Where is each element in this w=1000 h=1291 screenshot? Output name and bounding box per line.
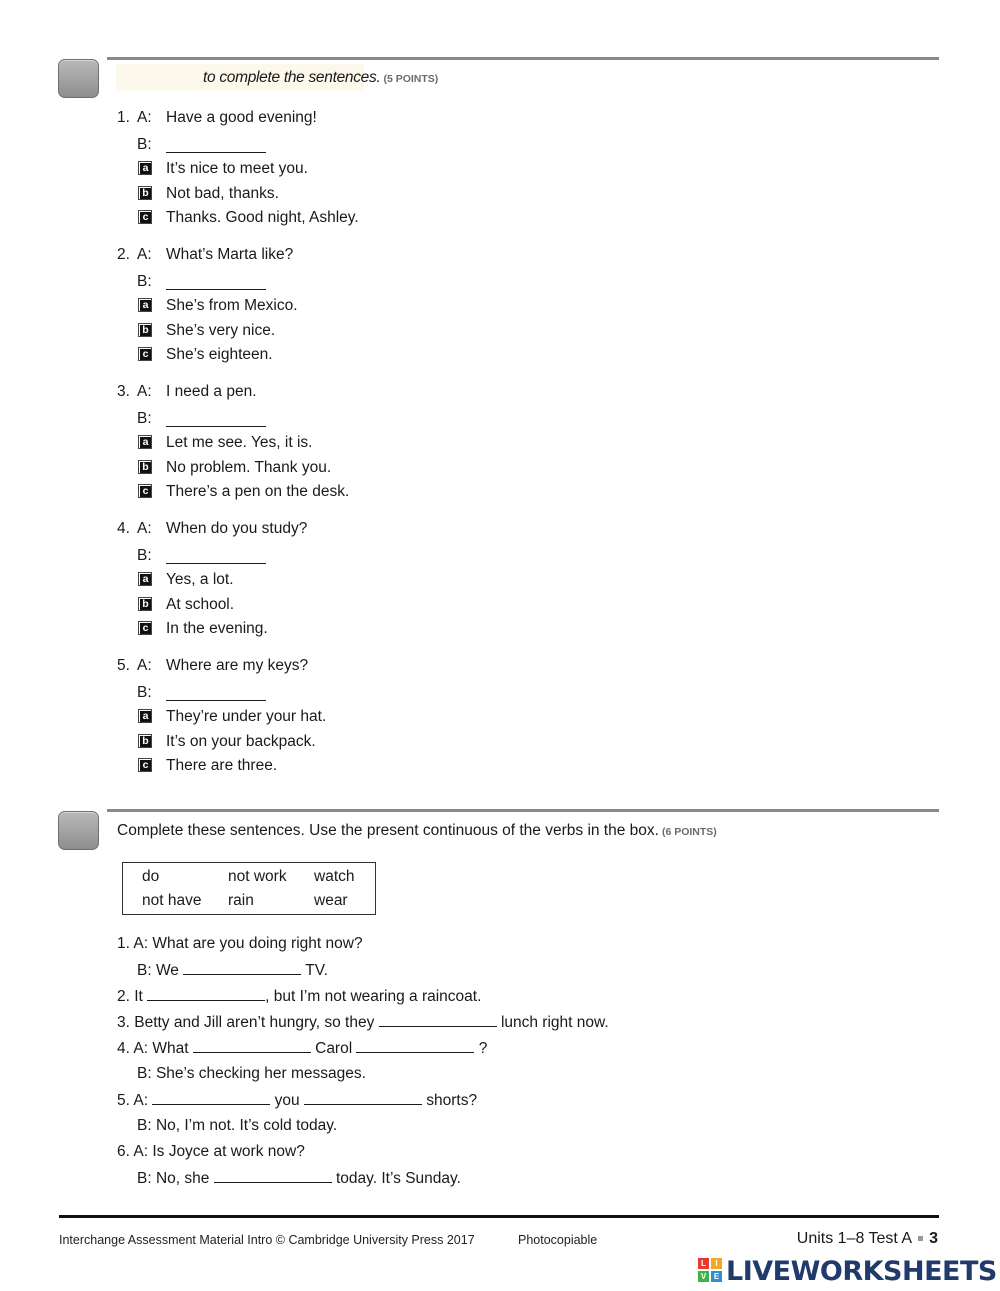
speaker-a-label: A: [137, 383, 152, 400]
section-1-points: (5 POINTS) [383, 73, 439, 85]
fill-in-blank[interactable] [379, 1013, 497, 1027]
fill-in-blank[interactable] [147, 987, 265, 1001]
sentence-text: ? [474, 1040, 488, 1057]
option-letter: a [140, 163, 151, 174]
sentence-text: Carol [310, 1040, 357, 1057]
section-1-number-box [58, 59, 99, 98]
sentence-text: B: She’s checking her messages. [137, 1065, 366, 1082]
option-text: They’re under your hat. [166, 708, 327, 725]
speaker-a-label: A: [137, 109, 152, 126]
speaker-b-label: B: [137, 410, 152, 427]
option-b-checkbox[interactable] [138, 323, 152, 337]
sentence-text: B: We [137, 962, 184, 979]
sentence-line [137, 1169, 461, 1188]
speaker-a-text: When do you study? [166, 520, 308, 537]
sentence-line [117, 987, 481, 1006]
speaker-a-label: A: [137, 246, 152, 263]
word-box-item: do [142, 868, 160, 885]
speaker-a-text: What’s Marta like? [166, 246, 294, 263]
speaker-a-label: A: [137, 520, 152, 537]
option-letter: c [140, 623, 151, 634]
option-c-checkbox[interactable] [138, 758, 152, 772]
answer-blank[interactable] [166, 700, 266, 701]
sentence-line [137, 961, 328, 980]
section-2-instruction-text: Complete these sentences. Use the present continuous of the verbs in the box. [117, 822, 659, 839]
answer-blank[interactable] [166, 152, 266, 153]
sentence-line [117, 1013, 609, 1032]
word-box-item: wear [314, 892, 348, 909]
footer-copyright: Interchange Assessment Material Intro © Cambridge University Press 2017 [59, 1233, 475, 1247]
speaker-b-label: B: [137, 547, 152, 564]
page-number: 3 [929, 1230, 938, 1247]
sentence-text: 2. It [117, 988, 148, 1005]
option-a-checkbox[interactable] [138, 572, 152, 586]
option-text: It’s nice to meet you. [166, 160, 308, 177]
speaker-b-label: B: [137, 684, 152, 701]
sentence-text: 4. A: What [117, 1040, 193, 1057]
option-b-checkbox[interactable] [138, 186, 152, 200]
sentence-text: 1. A: What are you doing right now? [117, 935, 363, 952]
question-number: 2. [117, 246, 130, 263]
speaker-a-label: A: [137, 657, 152, 674]
option-letter: a [140, 711, 151, 722]
option-text: At school. [166, 595, 235, 613]
speaker-a-text: I need a pen. [166, 383, 257, 400]
option-letter: c [140, 486, 151, 497]
section-2-rule [107, 809, 939, 812]
option-a-checkbox[interactable] [138, 161, 152, 175]
section-2-number-box [58, 811, 99, 850]
fill-in-blank[interactable] [152, 1091, 270, 1105]
fill-in-blank[interactable] [356, 1039, 474, 1053]
option-text: Let me see. Yes, it is. [166, 434, 313, 451]
section-1-instruction [203, 69, 438, 87]
sentence-text: , but I’m not wearing a raincoat. [265, 988, 482, 1005]
liveworksheets-text: LIVEWORKSHEETS [726, 1256, 997, 1287]
sentence-text: you [270, 1092, 304, 1109]
answer-blank[interactable] [166, 289, 266, 290]
option-c-checkbox[interactable] [138, 347, 152, 361]
word-box-item: not have [142, 892, 202, 909]
separator-square-icon [918, 1236, 923, 1241]
answer-blank[interactable] [166, 426, 266, 427]
option-text: She’s eighteen. [166, 346, 273, 363]
section-1-rule [107, 57, 939, 60]
option-letter: b [140, 462, 151, 473]
option-a-checkbox[interactable] [138, 298, 152, 312]
fill-in-blank[interactable] [304, 1091, 422, 1105]
option-text: There are three. [166, 757, 278, 774]
option-letter: c [140, 212, 151, 223]
sentence-text: B: No, she [137, 1170, 214, 1187]
footer-rule [59, 1215, 939, 1218]
option-c-checkbox[interactable] [138, 621, 152, 635]
option-a-checkbox[interactable] [138, 709, 152, 723]
section-2-points: (6 POINTS) [661, 826, 717, 838]
speaker-b-label: B: [137, 273, 152, 290]
option-text: Yes, a lot. [166, 571, 234, 588]
sentence-text: 6. A: Is Joyce at work now? [117, 1143, 305, 1160]
sentence-text: 3. Betty and Jill aren’t hungry, so they [117, 1014, 379, 1031]
option-text: Not bad, thanks. [166, 184, 279, 202]
word-box-item: rain [228, 892, 254, 909]
option-letter: b [140, 736, 151, 747]
logo-letter: L [698, 1258, 709, 1269]
option-text: There’s a pen on the desk. [166, 483, 350, 500]
option-c-checkbox[interactable] [138, 210, 152, 224]
option-letter: b [140, 188, 151, 199]
option-letter: b [140, 599, 151, 610]
sentence-line [117, 1091, 477, 1110]
sentence-text: today. It’s Sunday. [331, 1170, 461, 1187]
option-text: No problem. Thank you. [166, 458, 332, 476]
word-box-item: not work [228, 868, 287, 885]
fill-in-blank[interactable] [183, 961, 301, 975]
option-text: Thanks. Good night, Ashley. [166, 209, 359, 226]
sentence-text: lunch right now. [496, 1014, 609, 1031]
footer-photocopiable: Photocopiable [518, 1233, 598, 1247]
question-number: 3. [117, 383, 130, 400]
sentence-line [137, 1065, 366, 1083]
logo-letter: V [698, 1271, 709, 1282]
speaker-a-text: Have a good evening! [166, 109, 317, 126]
fill-in-blank[interactable] [193, 1039, 311, 1053]
question-number: 4. [117, 520, 130, 537]
speaker-a-text: Where are my keys? [166, 657, 309, 674]
sentence-line [117, 935, 363, 953]
option-a-checkbox[interactable] [138, 435, 152, 449]
answer-blank[interactable] [166, 563, 266, 564]
sentence-text: TV. [301, 962, 328, 979]
section-1-instruction-text: to complete the sentences. [203, 69, 381, 86]
option-letter: a [140, 574, 151, 585]
sentence-line [117, 1143, 305, 1161]
option-letter: a [140, 437, 151, 448]
option-b-checkbox[interactable] [138, 460, 152, 474]
section-2-instruction [117, 822, 717, 840]
option-text: It’s on your backpack. [166, 732, 316, 750]
logo-letter: I [711, 1258, 722, 1269]
sentence-line [137, 1117, 337, 1135]
option-text: She’s from Mexico. [166, 297, 298, 314]
question-number: 5. [117, 657, 130, 674]
footer-units [797, 1230, 938, 1248]
option-letter: b [140, 325, 151, 336]
footer-units-label: Units 1–8 Test A [796, 1230, 913, 1247]
fill-in-blank[interactable] [214, 1169, 332, 1183]
option-text: She’s very nice. [166, 321, 276, 339]
speaker-b-label: B: [137, 136, 152, 153]
option-letter: a [140, 300, 151, 311]
option-letter: c [140, 349, 151, 360]
option-letter: c [140, 760, 151, 771]
option-text: In the evening. [166, 620, 268, 637]
sentence-text: 5. A: [117, 1092, 153, 1109]
question-number: 1. [117, 109, 130, 126]
sentence-text: B: No, I’m not. It’s cold today. [137, 1117, 338, 1134]
verb-word-box [122, 862, 376, 915]
sentence-line [117, 1039, 487, 1058]
word-box-item: watch [314, 868, 355, 885]
option-c-checkbox[interactable] [138, 484, 152, 498]
option-b-checkbox[interactable] [138, 597, 152, 611]
liveworksheets-logo-icon [698, 1258, 724, 1284]
logo-letter: E [711, 1271, 722, 1282]
sentence-text: shorts? [421, 1092, 478, 1109]
option-b-checkbox[interactable] [138, 734, 152, 748]
